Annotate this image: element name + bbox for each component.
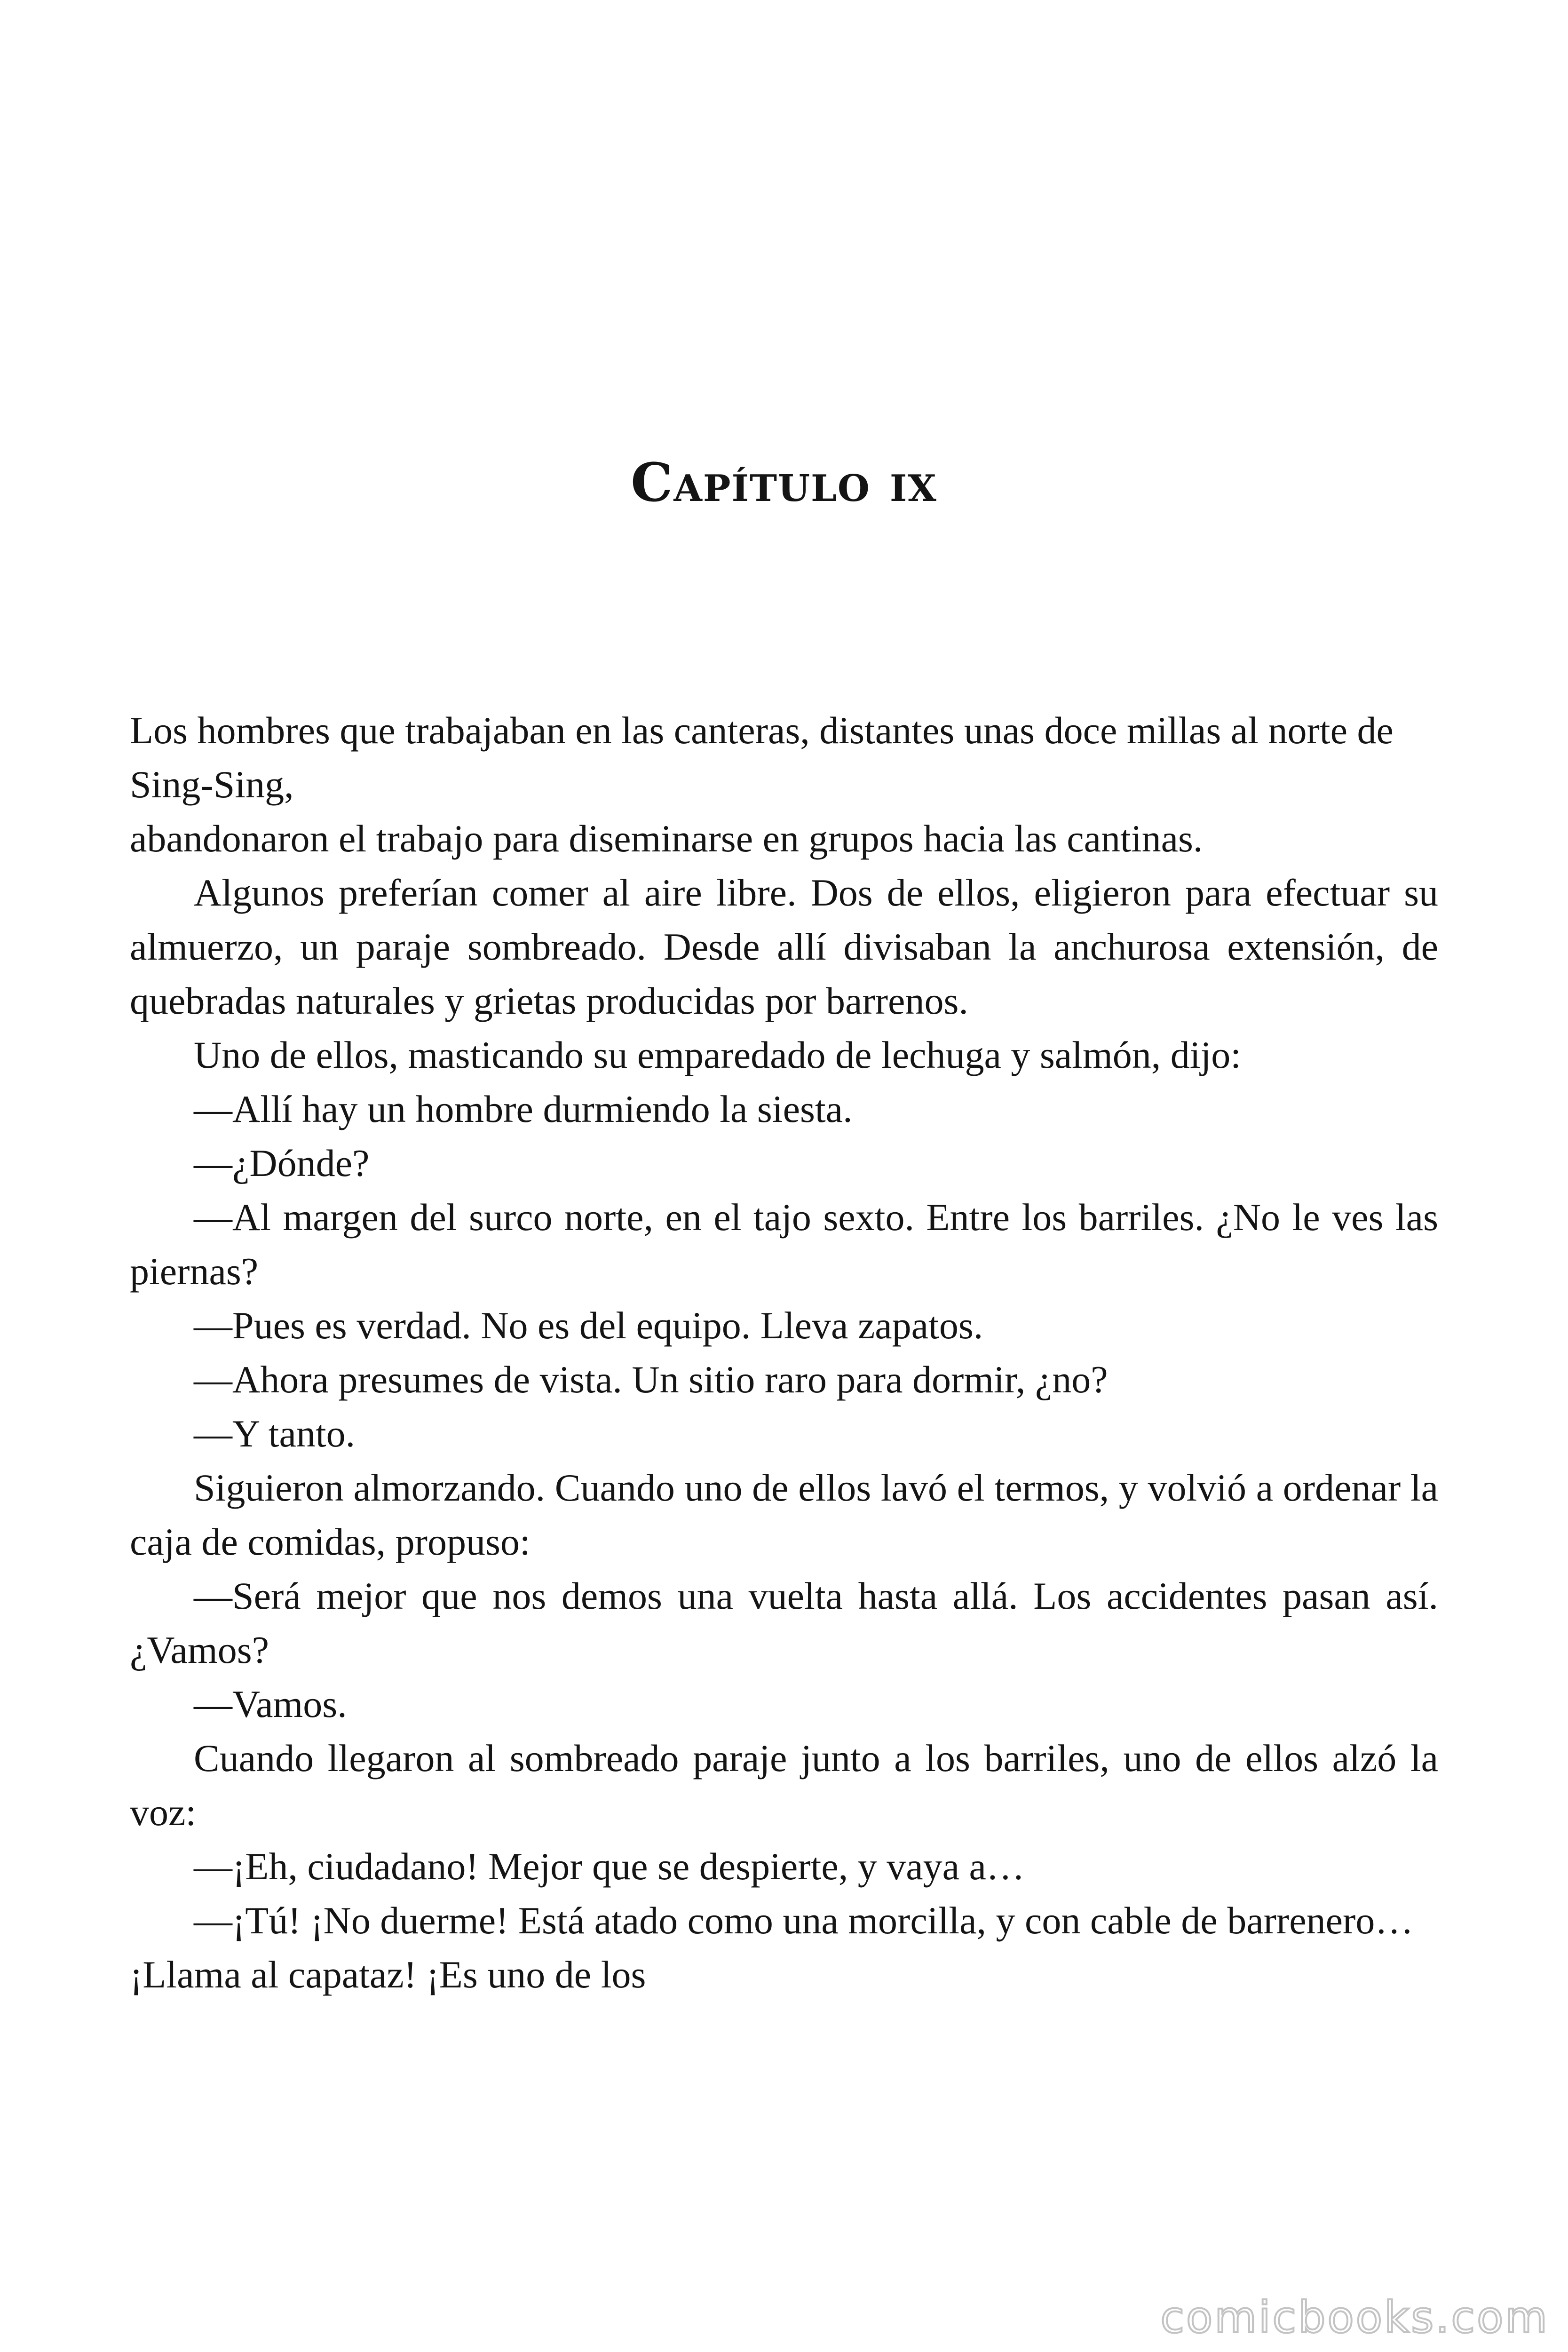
paragraph: Sing-Sing,	[130, 763, 294, 806]
dialogue-line: —Al margen del surco norte, en el tajo sexto. Entre los barriles. ¿No le ves las piernas?	[130, 1196, 1438, 1293]
dialogue-line: —Vamos.	[194, 1683, 347, 1725]
dialogue-line: —Será mejor que nos demos una vuelta hasta allá. Los accidentes pasan así. ¿Vamos?	[130, 1574, 1438, 1671]
paragraph: abandonaron el trabajo para diseminarse en grupos hacia las cantinas.	[130, 817, 1203, 860]
dialogue-line: —¡Eh, ciudadano! Mejor que se despierte, y vaya a…	[194, 1845, 1025, 1888]
paragraph: Algunos preferían comer al aire libre. Dos de ellos, eligieron para efectuar su almuerzo, un paraje sombreado. Desde allí divisaban la anchurosa extensión, de quebradas naturales y grietas producidas por barrenos.	[130, 871, 1438, 1022]
dialogue-line: —Ahora presumes de vista. Un sitio raro para dormir, ¿no?	[194, 1358, 1108, 1401]
watermark: comicbooks.com	[1160, 2292, 1549, 2343]
paragraph: Los hombres que trabajaban en las canteras, distantes unas doce millas al norte de	[130, 709, 1394, 752]
chapter-body	[130, 703, 1438, 2002]
paragraph: Siguieron almorzando. Cuando uno de ellos lavó el termos, y volvió a ordenar la caja de comidas, propuso:	[130, 1466, 1438, 1563]
dialogue-line: —Allí hay un hombre durmiendo la siesta.	[194, 1088, 853, 1130]
paragraph: Uno de ellos, masticando su emparedado de lechuga y salmón, dijo:	[194, 1033, 1242, 1076]
dialogue-line: —Y tanto.	[194, 1412, 356, 1455]
dialogue-line: —¡Tú! ¡No duerme! Está atado como una morcilla, y con cable de barrenero… ¡Llama al capataz! ¡Es uno de los	[130, 1899, 1414, 1996]
dialogue-line: —Pues es verdad. No es del equipo. Lleva zapatos.	[194, 1304, 983, 1347]
paragraph: Cuando llegaron al sombreado paraje junto a los barriles, uno de ellos alzó la voz:	[130, 1737, 1438, 1834]
chapter-title: Capítulo ix	[631, 452, 937, 514]
dialogue-line: —¿Dónde?	[194, 1142, 370, 1184]
